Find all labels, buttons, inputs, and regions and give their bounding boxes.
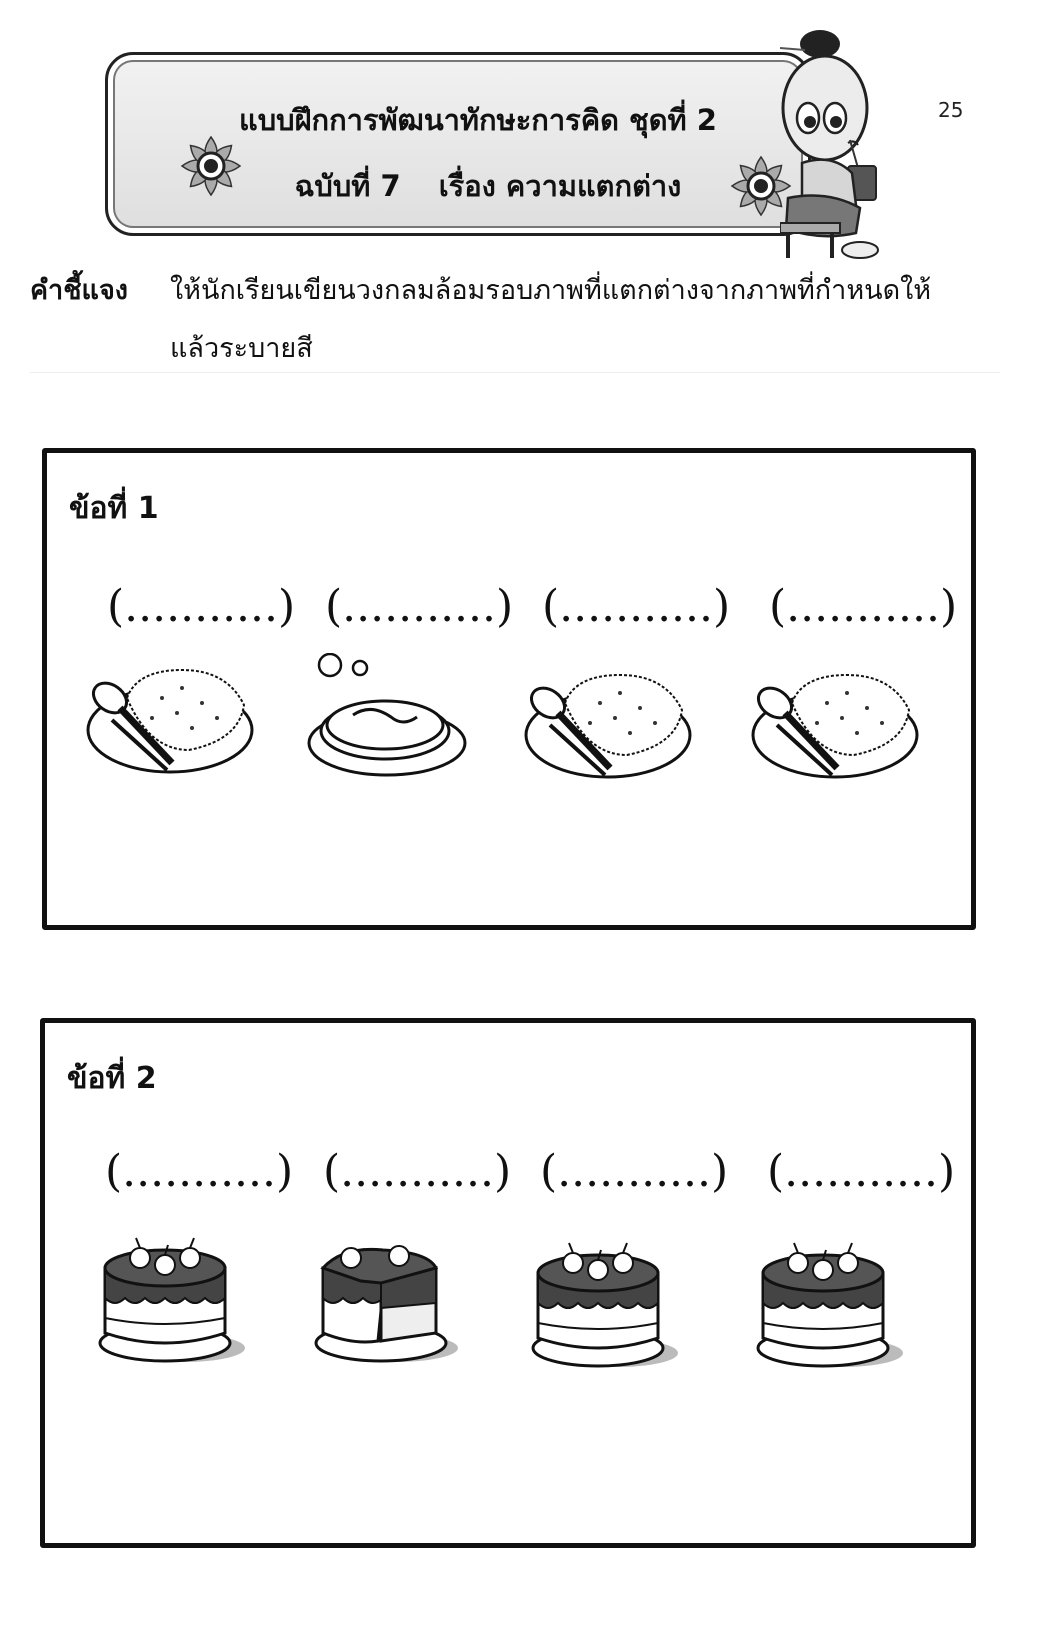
instructions-label: คำชี้แจง [30, 275, 128, 306]
lotus-ornament-icon [180, 135, 242, 197]
sliced-cake-picture[interactable] [311, 1228, 466, 1373]
header-title: แบบฝึกการพัฒนาทักษะการคิด ชุดที่ 2 [239, 103, 717, 137]
answer-blank[interactable]: (...........) [769, 581, 958, 632]
whole-cake-picture[interactable] [753, 1228, 908, 1378]
sheet-number: ฉบับที่ 7 [294, 169, 401, 203]
steak-plate-picture[interactable] [305, 653, 470, 778]
exercise-1-title: ข้อที่ 1 [69, 491, 159, 526]
rice-plate-with-spoon-picture[interactable] [82, 658, 257, 778]
answer-blank[interactable]: (...........) [323, 1146, 512, 1197]
answer-blank[interactable]: (...........) [107, 581, 296, 632]
exercise-2-box [40, 1018, 976, 1548]
answer-blank[interactable]: (...........) [540, 1146, 729, 1197]
exercise-1-box [42, 448, 976, 930]
instructions-text: ให้นักเรียนเขียนวงกลมล้อมรอบภาพที่แตกต่างจากภาพที่กำหนดให้ แล้วระบายสี [170, 275, 932, 364]
answer-blank[interactable]: (...........) [325, 581, 514, 632]
rice-plate-with-spoon-picture[interactable] [747, 663, 922, 783]
answer-blank[interactable]: (...........) [767, 1146, 956, 1197]
exercise-2-title: ข้อที่ 2 [67, 1061, 157, 1096]
whole-cake-picture[interactable] [95, 1223, 250, 1373]
page-number: 25 [938, 98, 964, 122]
divider [30, 372, 1000, 373]
answer-blank[interactable]: (...........) [542, 581, 731, 632]
whole-cake-picture[interactable] [528, 1228, 683, 1378]
topic: เรื่อง ความแตกต่าง [438, 169, 682, 203]
answer-blank[interactable]: (...........) [105, 1146, 294, 1197]
mascot-child-illustration [780, 28, 900, 268]
rice-plate-with-spoon-picture[interactable] [520, 663, 695, 783]
